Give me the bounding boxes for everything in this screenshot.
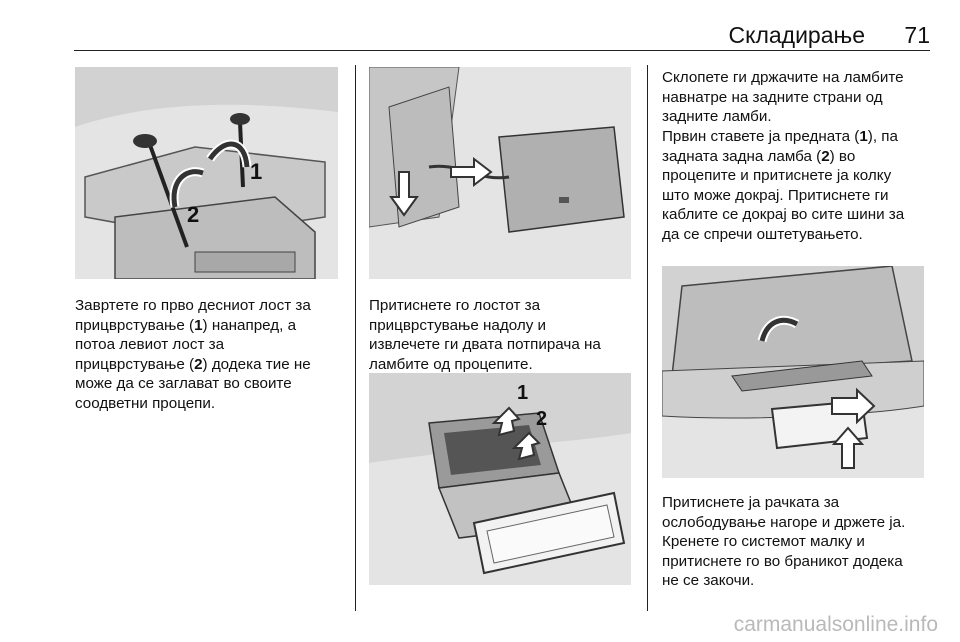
running-header-title: Складирање — [728, 22, 865, 48]
figure-callout-2: 2 — [187, 202, 200, 227]
figure-lamp-supports — [369, 67, 631, 279]
instruction-text-insert-lamps: Првин ставете ја предната (1), па задната задна ламба (2) во процепите и притиснете ја колку што може докрај. Притиснете ги каблите се докрај во сите шини за да се спречи оштетувањето. — [662, 128, 905, 243]
figure-fixing-levers — [75, 67, 338, 279]
figure-fold-lamp-holders-illustration — [369, 373, 631, 585]
figure-lamp-supports-illustration — [369, 67, 631, 279]
figure2-callout-1: 1 — [517, 382, 529, 404]
header-divider — [74, 50, 930, 51]
figure-insert-into-bumper — [662, 266, 924, 478]
instruction-text-fixing-levers: Завртете го прво десниот лост за прицврстување (1) нанапред, а потоа левиот лост за прицврстување (2) додека тие не може да се заглават во своите соодветни процепи. — [75, 297, 311, 412]
figure-fold-lamp-holders — [369, 373, 631, 585]
column-divider-2 — [647, 65, 648, 611]
column-divider-1 — [355, 65, 356, 611]
page-number: 71 — [904, 22, 930, 48]
figure2-callout-2: 2 — [536, 408, 548, 430]
figure-callout-1: 1 — [250, 159, 263, 184]
figure-insert-into-bumper-illustration — [662, 266, 924, 478]
instruction-text-fold-holders: Склопете ги држачите на ламбите навнатре на задните страни од задните ламби. — [662, 69, 904, 126]
instruction-text-press-lever: Притиснете го лостот за прицврстување надолу и извлечете ги двата потпирача на ламбите од процепите. — [369, 297, 601, 373]
instruction-text-release-handle: Притиснете ја рачката за ослободување нагоре и држете ја. Кренете го системот малку и притиснете го во браникот додека не се закочи. — [662, 494, 906, 590]
figure-fixing-levers-illustration — [75, 67, 338, 279]
watermark: carmanualsonline.info — [733, 613, 938, 636]
